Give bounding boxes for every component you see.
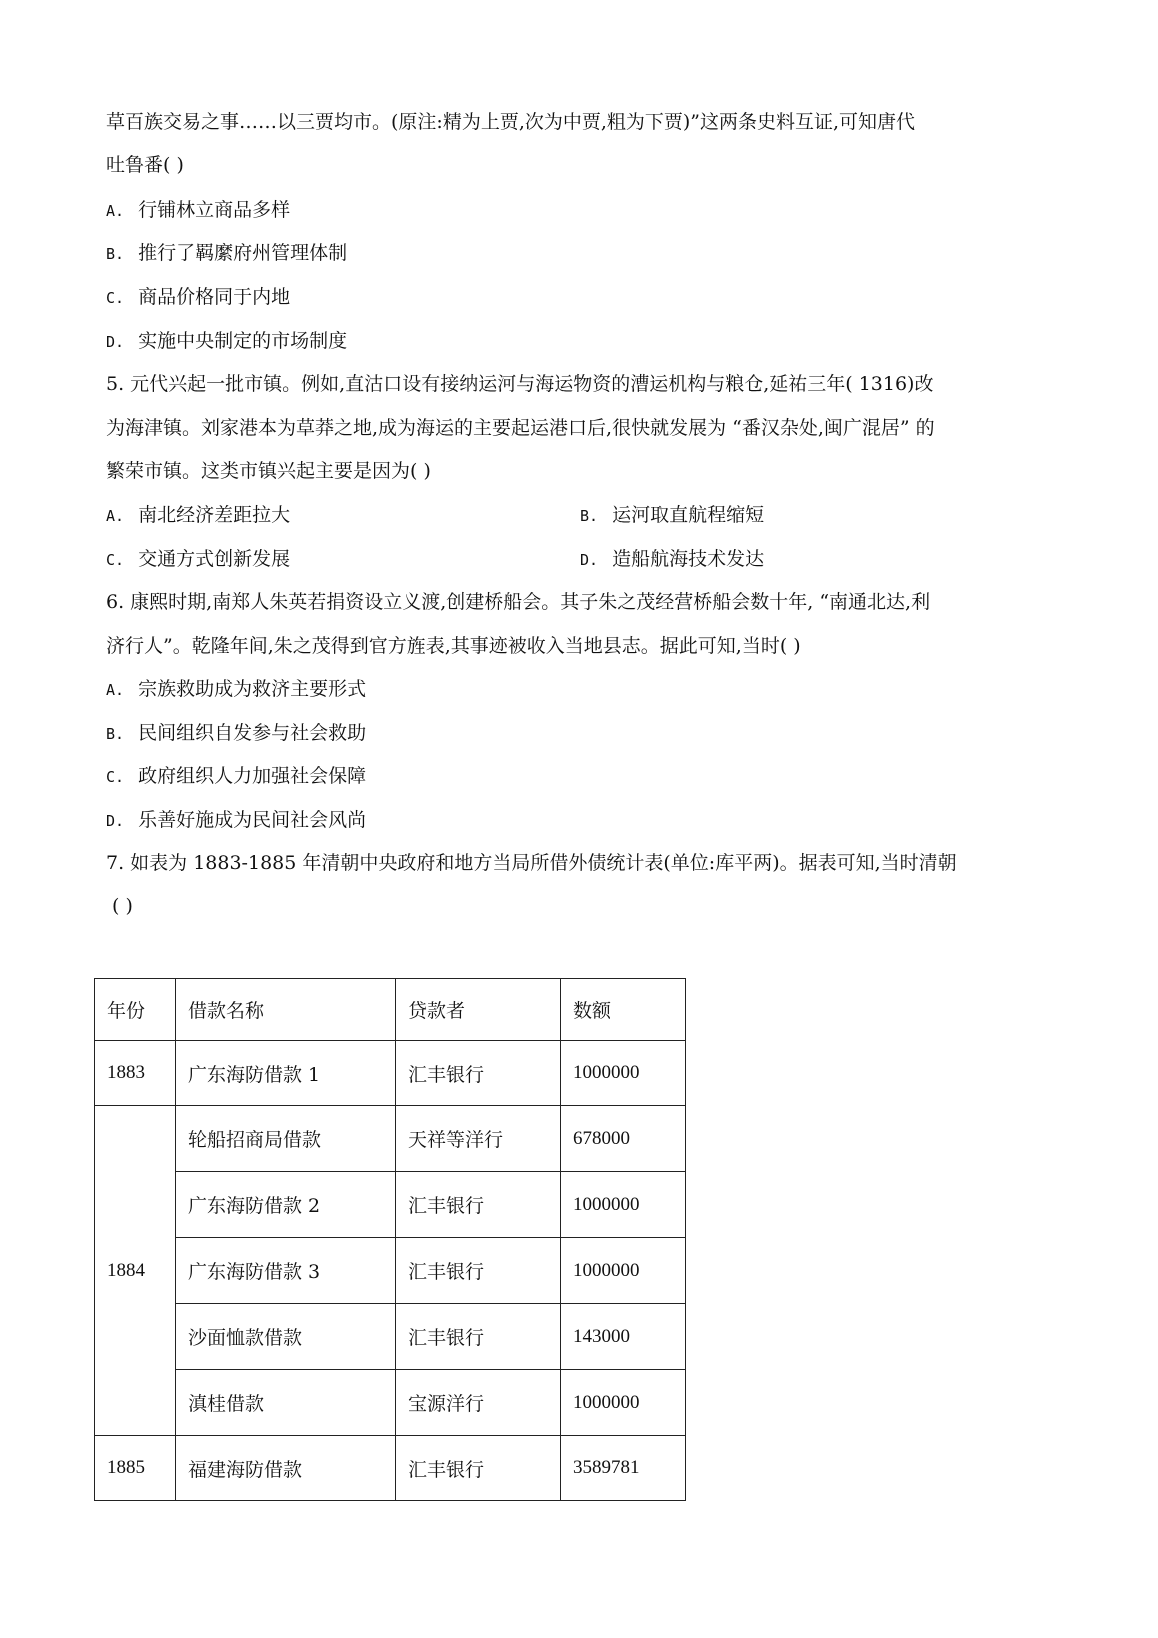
table-row — [95, 1304, 686, 1370]
option-letter: D. — [106, 812, 125, 830]
q4-text-line1: 草百族交易之事……以三贾均市。(原注:精为上贾,次为中贾,粗为下贾)”这两条史料互证,可知唐代 — [106, 111, 916, 133]
loan-name-cell: 广东海防借款 3 — [176, 1238, 396, 1304]
q4-option-d — [106, 327, 347, 356]
lender-cell: 汇丰银行 — [396, 1041, 561, 1106]
header-year: 年份 — [95, 979, 176, 1041]
lender-cell: 汇丰银行 — [396, 1436, 561, 1501]
option-letter: D. — [106, 333, 125, 351]
option-text: 商品价格同于内地 — [138, 286, 291, 308]
loan-name-cell: 滇桂借款 — [176, 1370, 396, 1436]
q4-text-line2: 吐鲁番( ) — [106, 154, 184, 176]
q5-option-a — [106, 501, 290, 530]
option-letter: A. — [106, 681, 125, 699]
q7-text-line2: ( ) — [112, 895, 133, 917]
amount-cell: 143000 — [561, 1304, 686, 1370]
q5-text-line2: 为海津镇。刘家港本为草莽之地,成为海运的主要起运港口后,很快就发展为 “番汉杂处,闽广混居” 的 — [106, 417, 935, 439]
q6-text-line2: 济行人”。乾隆年间,朱之茂得到官方旌表,其事迹被收入当地县志。据此可知,当时( ) — [106, 635, 801, 657]
option-letter: D. — [580, 551, 599, 569]
amount-cell: 1000000 — [561, 1238, 686, 1304]
table-row — [95, 1370, 686, 1436]
option-text: 运河取直航程缩短 — [612, 504, 765, 526]
loan-name-cell: 轮船招商局借款 — [176, 1106, 396, 1172]
q6-option-c — [106, 762, 366, 791]
table-row — [95, 1436, 686, 1501]
header-amount: 数额 — [561, 979, 686, 1041]
q4-option-c — [106, 283, 290, 312]
option-letter: B. — [106, 725, 125, 743]
option-text: 交通方式创新发展 — [138, 548, 291, 570]
q4-option-b — [106, 239, 347, 268]
option-text: 行铺林立商品多样 — [138, 199, 291, 221]
option-letter: C. — [106, 551, 125, 569]
year-cell: 1884 — [95, 1106, 176, 1436]
option-letter: B. — [580, 507, 599, 525]
loan-name-cell: 沙面恤款借款 — [176, 1304, 396, 1370]
q5-text-line1: 5. 元代兴起一批市镇。例如,直沽口设有接纳运河与海运物资的漕运机构与粮仓,延祐三年( 1316)改 — [106, 373, 934, 395]
option-letter: C. — [106, 768, 125, 786]
option-letter: B. — [106, 245, 125, 263]
header-lender: 贷款者 — [396, 979, 561, 1041]
q5-option-d — [580, 545, 764, 574]
q5-option-c — [106, 545, 290, 574]
option-text: 实施中央制定的市场制度 — [138, 330, 348, 352]
loan-name-cell: 福建海防借款 — [176, 1436, 396, 1501]
table-row — [95, 1041, 686, 1106]
lender-cell: 汇丰银行 — [396, 1172, 561, 1238]
option-text: 政府组织人力加强社会保障 — [138, 765, 367, 787]
q4-option-a — [106, 196, 290, 225]
option-text: 乐善好施成为民间社会风尚 — [138, 809, 367, 831]
q5-option-b — [580, 501, 764, 530]
amount-cell: 1000000 — [561, 1041, 686, 1106]
q6-option-a — [106, 675, 366, 704]
foreign-debt-table — [94, 978, 686, 1501]
option-letter: C. — [106, 289, 125, 307]
table-row — [95, 1238, 686, 1304]
option-letter: A. — [106, 507, 125, 525]
q7-text-line1: 7. 如表为 1883-1885 年清朝中央政府和地方当局所借外债统计表(单位:库平两)。据表可知,当时清朝 — [106, 852, 957, 874]
year-cell: 1883 — [95, 1041, 176, 1106]
year-cell: 1885 — [95, 1436, 176, 1501]
header-loan-name: 借款名称 — [176, 979, 396, 1041]
lender-cell: 天祥等洋行 — [396, 1106, 561, 1172]
amount-cell: 678000 — [561, 1106, 686, 1172]
lender-cell: 汇丰银行 — [396, 1304, 561, 1370]
option-letter: A. — [106, 202, 125, 220]
option-text: 造船航海技术发达 — [612, 548, 765, 570]
q6-text-line1: 6. 康熙时期,南郑人朱英若捐资设立义渡,创建桥船会。其子朱之茂经营桥船会数十年, “南通北达,利 — [106, 591, 931, 613]
q6-option-d — [106, 806, 366, 835]
lender-cell: 宝源洋行 — [396, 1370, 561, 1436]
q5-text-line3: 繁荣市镇。这类市镇兴起主要是因为( ) — [106, 460, 431, 482]
option-text: 宗族救助成为救济主要形式 — [138, 678, 367, 700]
loan-name-cell: 广东海防借款 1 — [176, 1041, 396, 1106]
amount-cell: 1000000 — [561, 1370, 686, 1436]
amount-cell: 1000000 — [561, 1172, 686, 1238]
table-row — [95, 1106, 686, 1172]
option-text: 民间组织自发参与社会救助 — [138, 722, 367, 744]
q6-option-b — [106, 719, 366, 748]
option-text: 南北经济差距拉大 — [138, 504, 291, 526]
loan-name-cell: 广东海防借款 2 — [176, 1172, 396, 1238]
lender-cell: 汇丰银行 — [396, 1238, 561, 1304]
table-header-row — [95, 979, 686, 1041]
amount-cell: 3589781 — [561, 1436, 686, 1501]
table-row — [95, 1172, 686, 1238]
option-text: 推行了羁縻府州管理体制 — [138, 242, 348, 264]
